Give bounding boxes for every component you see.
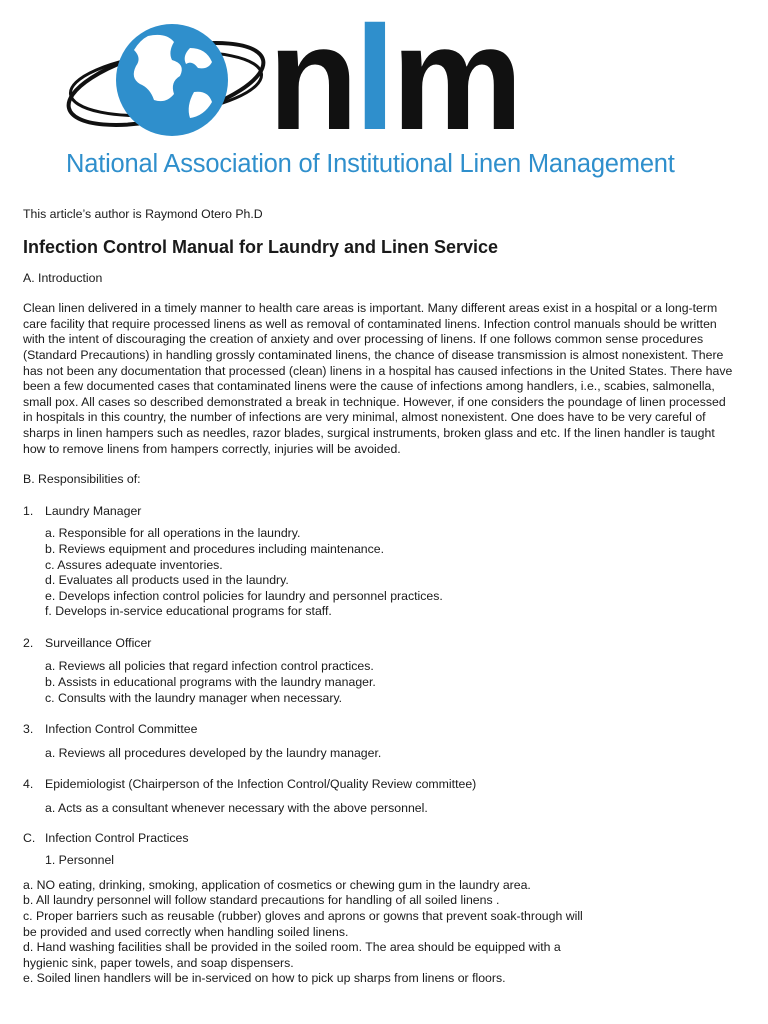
personnel-subsection <box>23 853 738 869</box>
subsection-heading: 1. Personnel <box>45 853 115 868</box>
list-item: c. Assures adequate inventories. <box>45 557 223 572</box>
list-item: d. Evaluates all products used in the laundry. <box>45 573 289 588</box>
role-items <box>23 746 738 762</box>
role-heading: 4. Epidemiologist (Chairperson of the Infection Control/Quality Review committee) <box>23 777 477 792</box>
list-item: b. Reviews equipment and procedures including maintenance. <box>45 541 385 556</box>
role-heading: 3. Infection Control Committee <box>23 722 198 737</box>
personnel-rules <box>23 878 738 987</box>
list-item: hygienic sink, paper towels, and soap dispensers. <box>23 955 294 970</box>
role-heading: 2. Surveillance Officer <box>23 635 152 650</box>
list-item: a. Responsible for all operations in the laundry. <box>45 526 301 541</box>
organization-name: National Association of Institutional Linen Management <box>66 150 675 178</box>
list-item: f. Develops in-service educational programs for staff. <box>45 604 332 619</box>
list-item: a. NO eating, drinking, smoking, application of cosmetics or chewing gum in the laundry area. <box>23 877 531 892</box>
list-item: d. Hand washing facilities shall be provided in the soiled room. The area should be equipped with a <box>23 940 561 955</box>
nlm-logo <box>0 0 768 200</box>
list-item: e. Soiled linen handlers will be in-serviced on how to pick up sharps from linens or floors. <box>23 971 506 986</box>
list-item: a. Reviews all policies that regard infection control practices. <box>45 659 374 674</box>
globe-icon <box>62 18 272 148</box>
role-items <box>23 659 738 706</box>
role-items <box>23 801 738 817</box>
section-b-heading: B. Responsibilities of: <box>23 472 141 487</box>
role-items <box>23 526 738 620</box>
section-c-heading: C. Infection Control Practices <box>23 830 189 845</box>
list-item: b. Assists in educational programs with the laundry manager. <box>45 675 376 690</box>
list-item: a. Acts as a consultant whenever necessary with the above personnel. <box>45 801 428 816</box>
list-item: a. Reviews all procedures developed by the laundry manager. <box>45 745 382 760</box>
section-a-heading: A. Introduction <box>23 270 103 285</box>
article-body <box>23 207 738 987</box>
list-item: b. All laundry personnel will follow standard precautions for handling of all soiled linens . <box>23 893 500 908</box>
list-item: e. Develops infection control policies for laundry and personnel practices. <box>45 588 443 603</box>
article-title: Infection Control Manual for Laundry and Linen Service <box>23 236 499 257</box>
logo-wordmark: nlm <box>268 0 520 161</box>
list-item: c. Consults with the laundry manager when necessary. <box>45 690 343 705</box>
list-item: be provided and used correctly when handling soiled linens. <box>23 924 349 939</box>
role-list <box>23 488 738 817</box>
role-heading: 1. Laundry Manager <box>23 503 142 518</box>
author-line: This article’s author is Raymond Otero Ph.D <box>23 207 263 221</box>
introduction-paragraph: Clean linen delivered in a timely manner to health care areas is important. Many different areas exist in a hospital or a long-term care facility that require processed linens as well as removal of contaminated linens. Infection control manuals should be written with the intent of discouraging the creation of anxiety and over processing of linens. If one follows common sense procedures (Standard Precautions) in handling grossly contaminated linens, the chance of disease transmission is almost nonexistent. There has not been any documentation that processed (clean) linens in a hospital has caused infections in the United States. There have been a few documented cases that contaminated linens were the cause of infections among handlers, i.e., scabies, salmonella, small pox. All cases so described demonstrated a break in technique. However, if one considers the poundage of linen processed in hospitals in this country, the number of infections are very minimal, almost nonexistent. One does have to be very careful of sharps in linen hampers such as needles, razor blades, surgical instruments, broken glass and etc. If the linen handler is taught how to remove linens from hampers correctly, injuries will be avoided. <box>23 301 733 456</box>
list-item: c. Proper barriers such as reusable (rubber) gloves and aprons or gowns that prevent soak-through will <box>23 909 583 923</box>
